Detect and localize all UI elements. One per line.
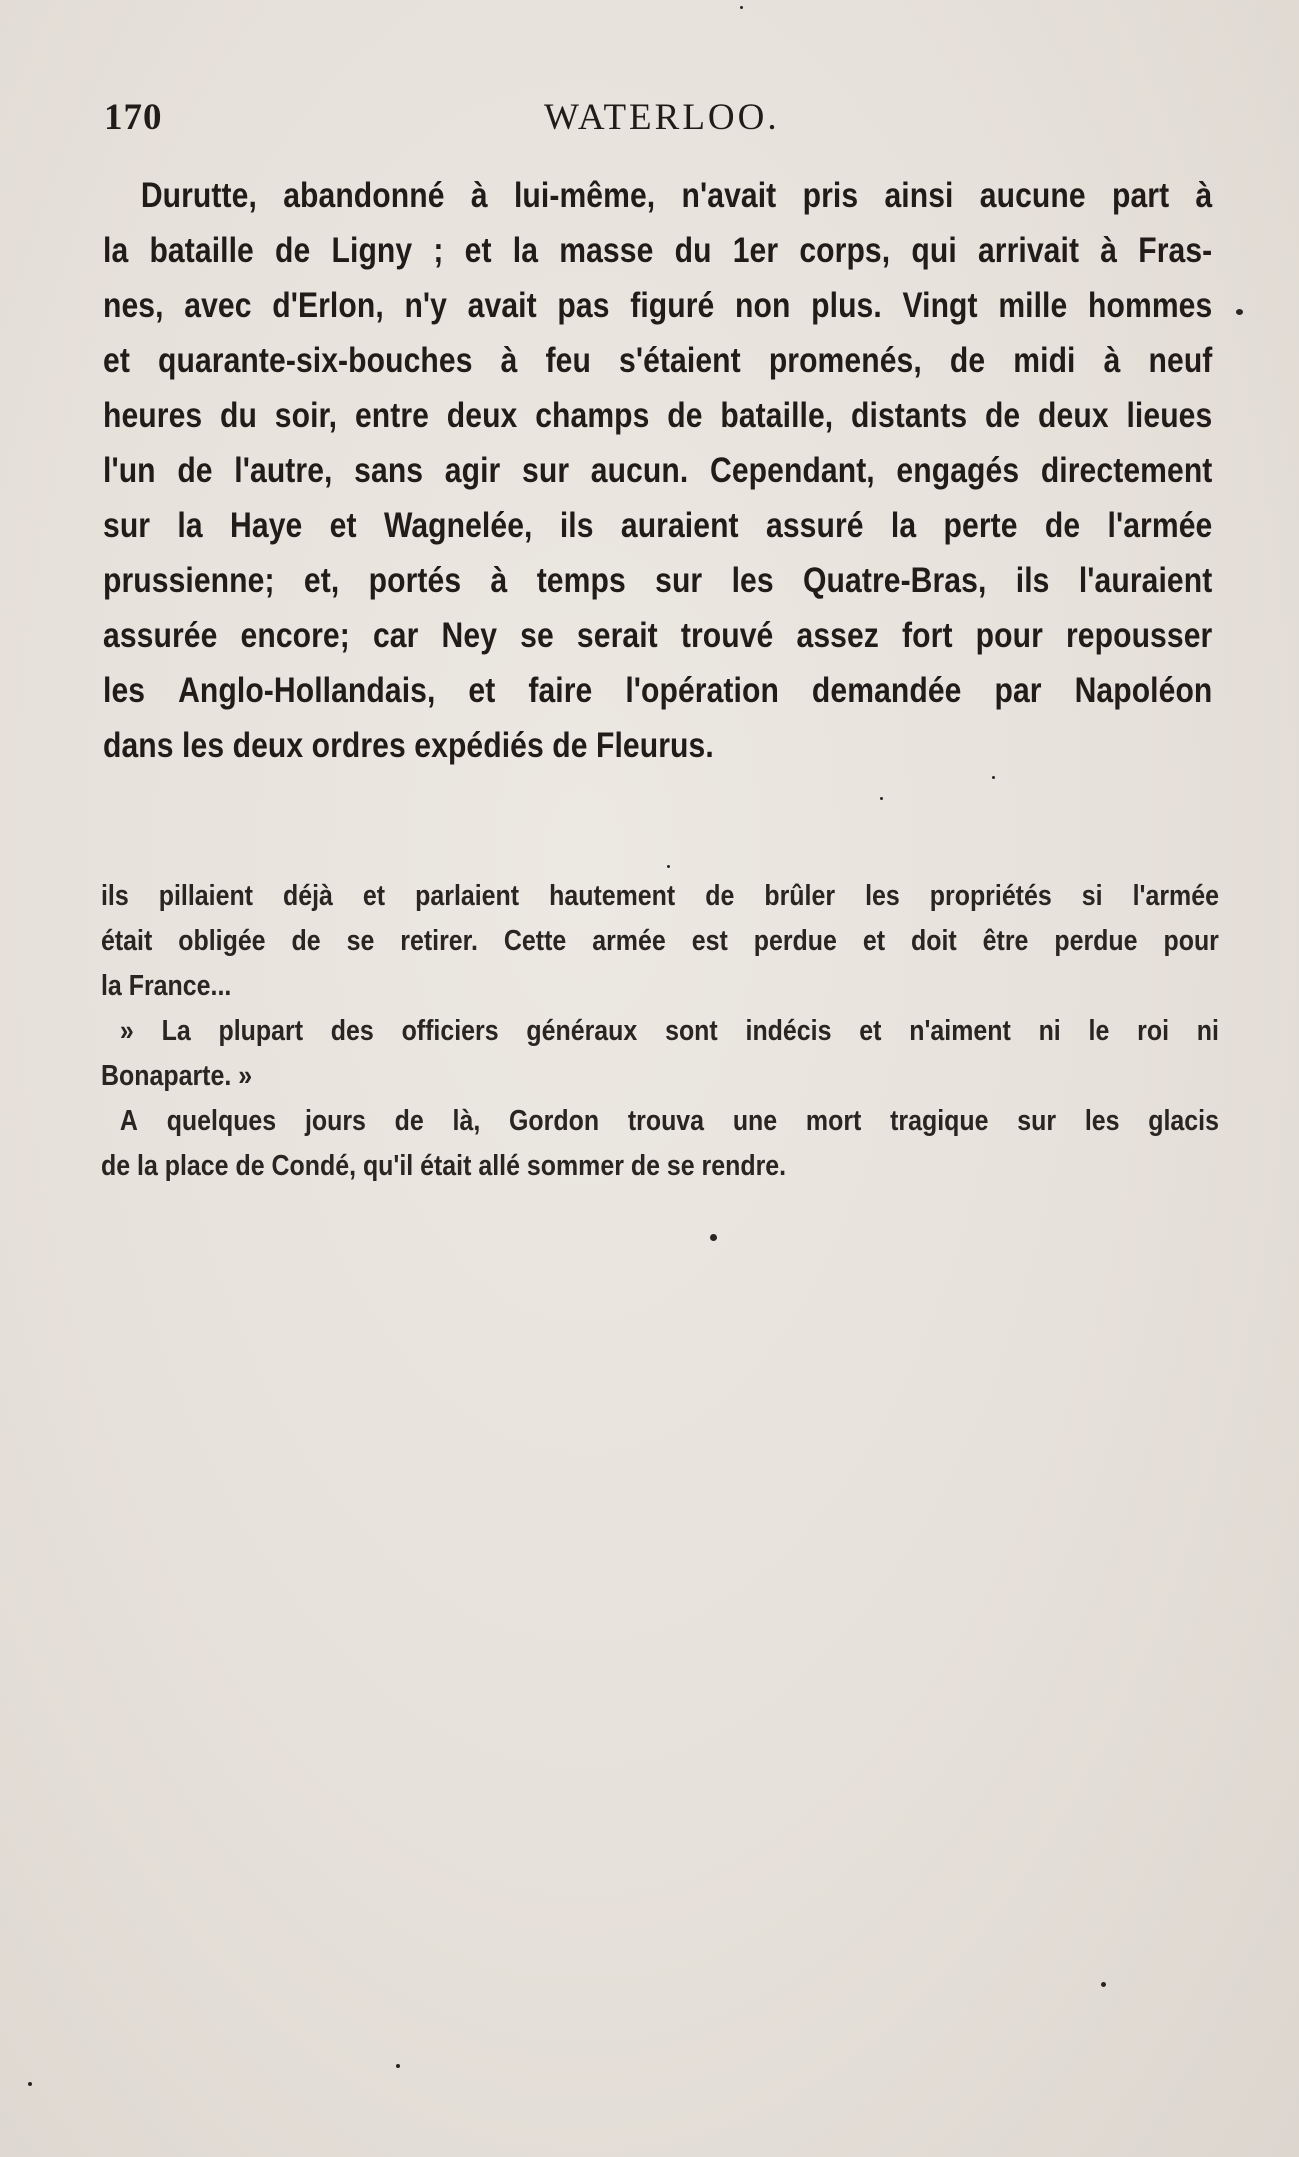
word: promenés, [768,341,922,380]
text-line [103,608,1212,663]
word: des [330,1015,374,1047]
word: jours [304,1105,366,1137]
word: 1er [732,231,779,270]
word: faire [528,671,593,710]
word: de [177,451,213,490]
word: portés [368,561,462,600]
word: ils [559,506,594,545]
word: Ligny [331,231,413,270]
text-line [103,718,1212,773]
text-line [103,223,1212,278]
word: Ney [441,616,498,655]
word: et [103,341,130,380]
word: était [101,925,153,957]
word: non [735,286,791,325]
word: masse [559,231,654,270]
word: roi [1137,1015,1169,1047]
word: quarante-six-bouches [158,341,473,380]
text-line [103,388,1212,443]
text-line [103,443,1212,498]
word: auraient [620,506,739,545]
word: obligée [178,925,266,957]
word: armée [592,925,666,957]
text-line [103,663,1212,718]
note-line [101,874,1219,919]
word: quelques [166,1105,277,1137]
word: Vingt [902,286,978,325]
word: Napoléon [1074,671,1213,710]
word: soir, [274,396,338,435]
word: ni [1196,1015,1219,1047]
word: retirer. [400,925,478,957]
word: la [512,231,539,270]
word: la [890,506,917,545]
word: à [1195,176,1213,215]
word: par [994,671,1042,710]
word: la [177,506,203,545]
word: à [1103,341,1121,380]
word: sur [103,506,151,545]
word: midi [1013,341,1076,380]
word: hommes [1088,286,1213,325]
note-line [101,1009,1219,1054]
ink-speck [667,865,670,868]
word: sur [1017,1105,1057,1137]
word: Gordon [509,1105,600,1137]
word: de [1044,506,1081,545]
word: dans les deux ordres expédiés de Fleurus. [103,726,714,765]
word: prussienne; [103,561,275,600]
word: plus. [811,286,882,325]
word: l'armée [1107,506,1213,545]
word: perdue [1054,925,1138,957]
word: encore; [240,616,350,655]
word: fort [902,616,953,655]
word: les [103,671,146,710]
word: Cependant, [709,451,875,490]
text-line [103,333,1212,388]
word: n'aiment [909,1015,1011,1047]
word: bataille [149,231,254,270]
word: brûler [764,880,836,912]
word: neuf [1148,341,1213,380]
word: l'opération [625,671,779,710]
word: ainsi [884,176,954,215]
note-line [101,964,1219,1009]
word: directement [1040,451,1213,490]
word: feu [545,341,591,380]
word: du [674,231,712,270]
word: sur [522,451,570,490]
word: Fras- [1138,231,1213,270]
word: abandonné [283,176,445,215]
word: l'autre, [234,451,333,490]
word: tragique [890,1105,989,1137]
word: n'avait [681,176,777,215]
word: repousser [1066,616,1213,655]
word: pas [557,286,610,325]
word: une [732,1105,778,1137]
word: avec [184,286,252,325]
word: La [161,1015,191,1047]
word: et [362,880,386,912]
word: et, [303,561,340,600]
word: les [731,561,774,600]
word: nes, [103,286,164,325]
word: mort [805,1105,862,1137]
footnote-text [101,874,1219,1189]
word: est [691,925,728,957]
main-paragraph [103,168,1212,773]
ink-speck [396,2064,400,2068]
word: perdue [753,925,837,957]
word: ; [433,231,444,270]
note-line [101,1144,1219,1189]
ink-speck [992,776,995,779]
word: aucune [979,176,1086,215]
word: de [275,231,311,270]
text-line [103,168,1212,223]
word: distants [851,396,968,435]
word: lui-même, [513,176,656,215]
word: de [949,341,986,380]
word: l'armée [1132,880,1219,912]
word: entre [354,396,429,435]
word: assuré [766,506,864,545]
word: agir [444,451,501,490]
word: et [859,1015,882,1047]
word: à [490,561,508,600]
word: part [1111,176,1170,215]
word: Cette [503,925,567,957]
word: qui [911,231,957,270]
word: car [372,616,419,655]
ink-speck [1236,309,1243,315]
word: deux [1038,396,1109,435]
page-header [100,96,1220,146]
word: ils [1015,561,1050,600]
text-line [103,553,1212,608]
word: de [291,925,321,957]
word: bataille, [720,396,834,435]
word: figuré [630,286,715,325]
word: si [1081,880,1103,912]
word: et [862,925,886,957]
word: aucun. [590,451,689,490]
word: pillaient [158,880,253,912]
word: perte [943,506,1018,545]
word: sont [665,1015,718,1047]
word: pour [975,616,1043,655]
word: s'étaient [619,341,741,380]
word: la France... [101,970,232,1002]
word: engagés [896,451,1020,490]
word: généraux [526,1015,638,1047]
text-line [103,498,1212,553]
word: temps [536,561,626,600]
word: pris [802,176,859,215]
word: de [984,396,1021,435]
note-line [101,919,1219,964]
note-line [101,1099,1219,1144]
word: champs [535,396,650,435]
word: Quatre-Bras, [803,561,987,600]
word: sans [354,451,424,490]
word: officiers [401,1015,499,1047]
word: parlaient [415,880,520,912]
page-number: 170 [104,97,163,138]
word: l'auraient [1078,561,1213,600]
ink-speck [740,6,743,9]
word: à [500,341,518,380]
word: et [468,671,496,710]
word: arrivait [977,231,1080,270]
word: Wagnelée, [383,506,533,545]
word: serait [576,616,658,655]
word: Durutte, [140,176,257,215]
word: le [1088,1015,1110,1047]
word: l'un [103,451,156,490]
word: déjà [283,880,333,912]
text-line [103,278,1212,333]
word: à [470,176,488,215]
word: assez [796,616,879,655]
ink-speck [28,2082,32,2086]
word: être [982,925,1029,957]
word: A [119,1105,138,1137]
word: corps, [799,231,891,270]
word: pour [1163,925,1219,957]
word: se [346,925,375,957]
word: et [329,506,357,545]
word: Bonaparte. » [101,1060,253,1092]
word: la [103,231,129,270]
running-title: WATERLOO. [544,97,780,138]
word: les [865,880,900,912]
word: ils [101,880,129,912]
word: là, [452,1105,481,1137]
word: du [220,396,257,435]
word: hautement [549,880,676,912]
word: lieues [1126,396,1213,435]
word: les [1084,1105,1120,1137]
word: sur [655,561,703,600]
ink-speck [1101,1982,1106,1987]
word: de [667,396,703,435]
word: demandée [811,671,962,710]
word: Haye [230,506,303,545]
ink-speck [710,1234,717,1241]
ink-speck [880,797,883,800]
word: de la place de Condé, qu'il était allé sommer de se rendre. [101,1150,787,1182]
word: » [119,1015,134,1047]
word: assurée [103,616,218,655]
word: de [705,880,735,912]
word: et [464,231,492,270]
word: se [520,616,554,655]
word: avait [467,286,537,325]
word: n'y [404,286,447,325]
word: glacis [1148,1105,1219,1137]
word: propriétés [929,880,1052,912]
note-line [101,1054,1219,1099]
word: doit [910,925,957,957]
word: Anglo-Hollandais, [178,671,436,710]
word: mille [998,286,1068,325]
word: plupart [218,1015,304,1047]
word: deux [446,396,518,435]
word: trouva [627,1105,705,1137]
word: trouvé [680,616,774,655]
word: indécis [745,1015,832,1047]
word: à [1100,231,1118,270]
word: de [394,1105,424,1137]
word: ni [1038,1015,1061,1047]
word: heures [103,396,203,435]
word: d'Erlon, [272,286,384,325]
